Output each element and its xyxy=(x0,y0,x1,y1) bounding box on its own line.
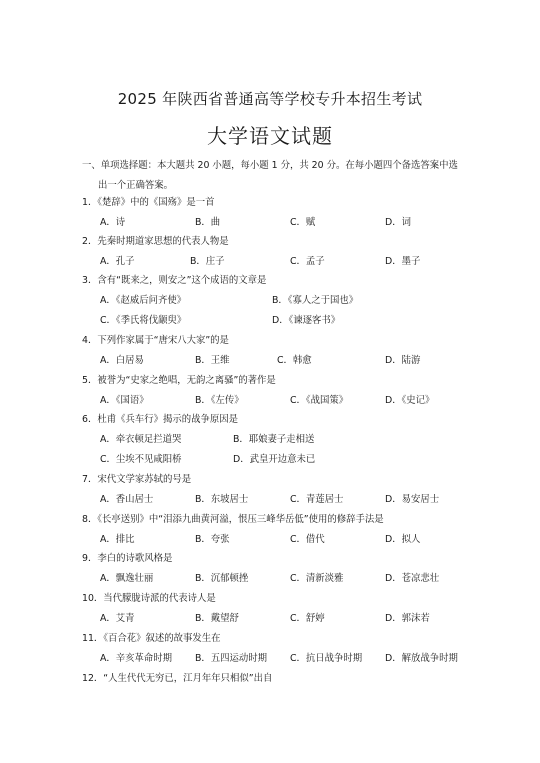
question-3-stem: 3．含有“既来之，则安之”这个成语的文章是 xyxy=(82,275,267,286)
question-8-option-d: D．拟人 xyxy=(385,534,421,545)
question-7-option-d: D．易安居士 xyxy=(385,494,440,505)
question-5-option-b: B．《左传》 xyxy=(195,395,244,406)
question-9-option-c: C．清新淡雅 xyxy=(290,573,344,584)
question-2-option-c: C．孟子 xyxy=(290,256,325,267)
question-6-stem: 6．杜甫《兵车行》揭示的战争原因是 xyxy=(82,414,238,425)
question-4-option-b: B．王维 xyxy=(195,355,230,366)
question-3-option-b: B．《寡人之于国也》 xyxy=(272,295,359,306)
exam-title: 2025 年陕西省普通高等学校专升本招生考试 xyxy=(117,90,423,108)
question-9-option-a: A．飘逸壮丽 xyxy=(100,573,154,584)
question-8-option-b: B．夸张 xyxy=(195,534,230,545)
question-3-option-a: A．《赵威后问齐使》 xyxy=(100,295,187,306)
question-1-option-c: C．赋 xyxy=(290,217,316,228)
question-9-stem: 9．李白的诗歌风格是 xyxy=(82,553,173,564)
question-11-option-b: B．五四运动时期 xyxy=(195,653,268,664)
question-3-option-d: D．《谏逐客书》 xyxy=(272,315,341,326)
question-2-stem: 2．先秦时期道家思想的代表人物是 xyxy=(82,236,229,247)
question-7-option-b: B．东坡居士 xyxy=(195,494,249,505)
question-1-option-b: B．曲 xyxy=(195,217,221,228)
question-11-stem: 11．《百合花》叙述的故事发生在 xyxy=(82,633,221,644)
question-5-option-a: A．《国语》 xyxy=(100,395,149,406)
question-8-option-a: A．排比 xyxy=(100,534,135,545)
section-instructions-line2: 出一个正确答案。 xyxy=(98,180,174,191)
question-5-stem: 5．被誉为“史家之绝唱，无韵之离骚”的著作是 xyxy=(82,375,276,386)
question-5-option-d: D．《史记》 xyxy=(385,395,435,406)
question-5-option-c: C．《战国策》 xyxy=(290,395,349,406)
question-4-option-d: D．陆游 xyxy=(385,355,421,366)
section-instructions xyxy=(82,156,474,196)
question-2-option-a: A．孔子 xyxy=(100,256,135,267)
question-6-option-c: C．尘埃不见咸阳桥 xyxy=(100,454,182,465)
question-2-option-d: D．墨子 xyxy=(385,256,421,267)
question-12-stem: 12．“人生代代无穷已，江月年年只相似”出自 xyxy=(82,673,273,684)
question-11-option-d: D．解放战争时期 xyxy=(385,653,458,664)
question-11-option-c: C．抗日战争时期 xyxy=(290,653,363,664)
question-1-option-d: D．词 xyxy=(385,217,411,228)
question-1-option-a: A．诗 xyxy=(100,217,126,228)
question-2-option-b: B．庄子 xyxy=(190,256,225,267)
question-10-option-b: B．戴望舒 xyxy=(195,613,239,624)
question-4-option-a: A．白居易 xyxy=(100,355,144,366)
question-3-option-c: C．《季氏将伐颛臾》 xyxy=(100,315,187,326)
question-1-stem: 1．《楚辞》中的《国殇》是一首 xyxy=(82,197,215,208)
question-10-stem: 10．当代朦胧诗派的代表诗人是 xyxy=(82,593,216,604)
question-9-option-d: D．苍凉悲壮 xyxy=(385,573,440,584)
section-instructions-line1: 一、单项选择题：本大题共 20 小题，每小题 1 分，共 20 分。在每小题四个备选答案中选 xyxy=(82,160,458,171)
question-9-option-b: B．沉郁顿挫 xyxy=(195,573,249,584)
question-4-option-c: C．韩愈 xyxy=(277,355,312,366)
subject-title: 大学语文试题 xyxy=(207,124,333,148)
question-10-option-d: D．郭沫若 xyxy=(385,613,430,624)
question-6-option-a: A．牵衣顿足拦道哭 xyxy=(100,434,182,445)
question-4-stem: 4．下列作家属于“唐宋八大家”的是 xyxy=(82,335,229,346)
question-6-option-d: D．武皇开边意未已 xyxy=(233,454,316,465)
question-7-option-c: C．青莲居士 xyxy=(290,494,344,505)
question-7-option-a: A．香山居士 xyxy=(100,494,154,505)
question-6-option-b: B．耶娘妻子走相送 xyxy=(233,434,315,445)
question-11-option-a: A．辛亥革命时期 xyxy=(100,653,173,664)
question-7-stem: 7．宋代文学家苏轼的号是 xyxy=(82,474,192,485)
question-8-stem: 8．《长亭送别》中“泪添九曲黄河溢，恨压三峰华岳低”使用的修辞手法是 xyxy=(82,514,384,525)
question-10-option-c: C．舒婷 xyxy=(290,613,325,624)
question-8-option-c: C．借代 xyxy=(290,534,325,545)
question-10-option-a: A．艾青 xyxy=(100,613,135,624)
